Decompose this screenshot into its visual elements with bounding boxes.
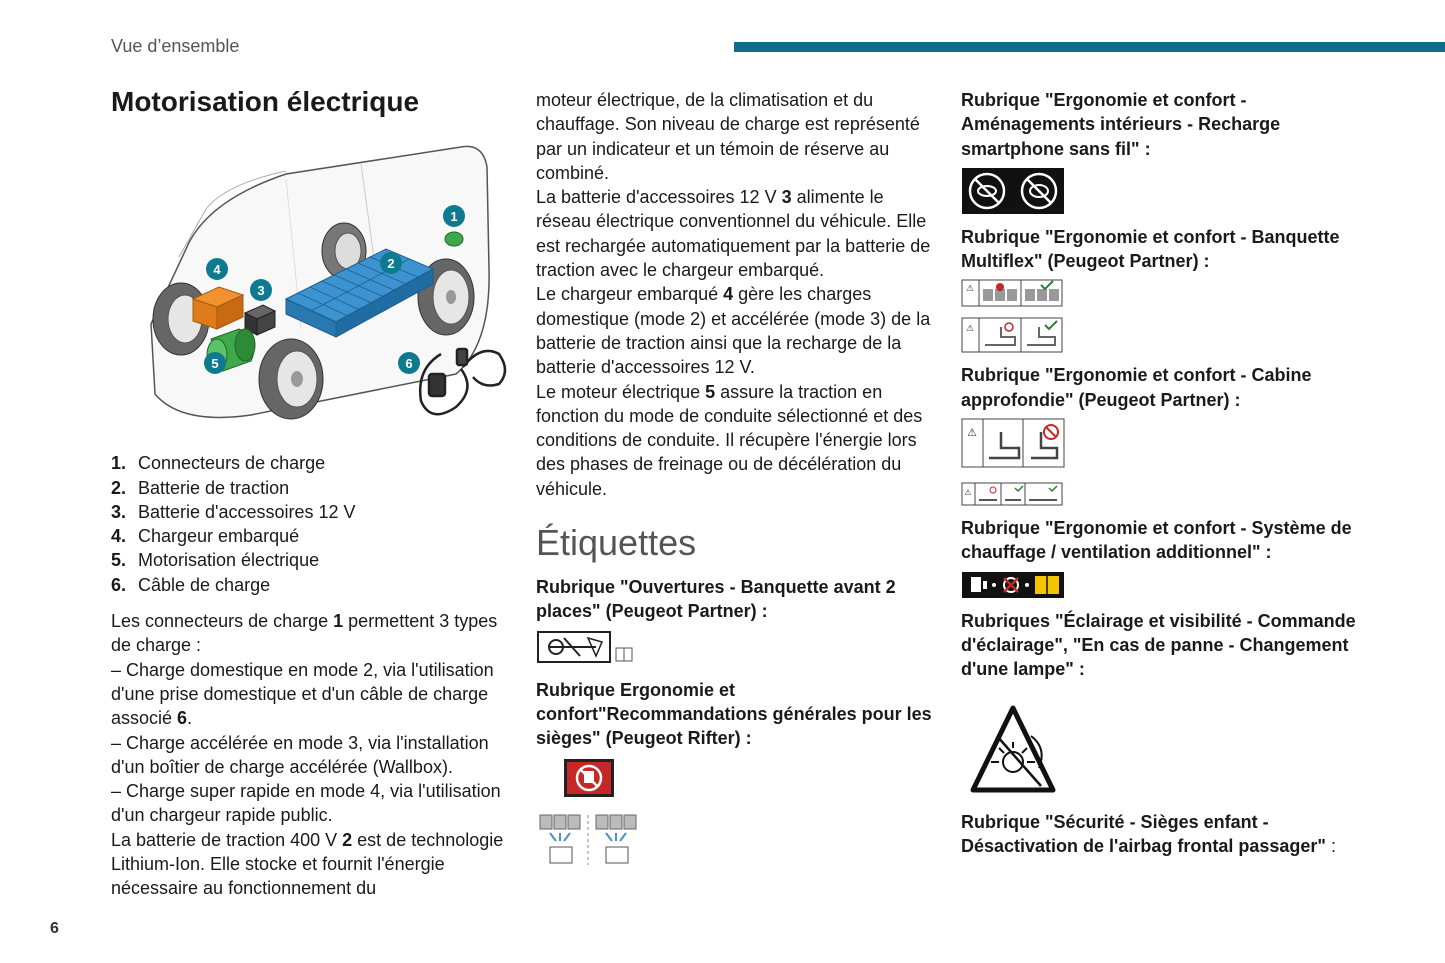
- rubric-lighting: Rubriques "Éclairage et visibilité - Commande d'éclairage", "En cas de panne - Changement d'une lampe" :: [961, 610, 1356, 680]
- rubric-front-bench: Rubrique "Ouvertures - Banquette avant 2 places" (Peugeot Partner) :: [536, 577, 896, 622]
- paragraph: moteur électrique, de la climatisation et du chauffage. Son niveau de charge est représenté par un indicateur et un témoin de réserve au combiné.: [536, 90, 920, 183]
- svg-text:⚠: ⚠: [967, 427, 977, 440]
- rubric-extended-cab: Rubrique "Ergonomie et confort - Cabine approfondie" (Peugeot Partner) :: [961, 365, 1312, 410]
- paragraph: Les connecteurs de charge 1 permettent 3 types de charge :: [111, 611, 498, 656]
- rubric-wireless-charging: Rubrique "Ergonomie et confort - Aménagements intérieurs - Recharge smartphone sans fil" :: [961, 90, 1281, 159]
- extended-cab-label-icon-2: [961, 482, 1065, 508]
- rubric-multiflex-bench: Rubrique "Ergonomie et confort - Banquette Multiflex" (Peugeot Partner) :: [961, 226, 1340, 272]
- lamp-warning-triangle-icon: [961, 690, 1081, 810]
- callout-2: 2: [387, 256, 395, 271]
- column-right: [961, 88, 1381, 858]
- seat-warning-icon: [562, 757, 622, 799]
- callout-1: 1: [450, 209, 458, 224]
- paragraph: – Charge domestique en mode 2, via l'utilisation d'une prise domestique et d'un câble de charge associé 6.: [111, 659, 494, 729]
- front-right-wheel: [259, 339, 323, 419]
- paragraph: La batterie de traction 400 V 2 est de technologie Lithium-Ion. Elle stocke et fournit l'énergie nécessaire au fonctionnement du: [111, 829, 504, 899]
- legend-item: 5. Motorisation électrique: [111, 550, 320, 571]
- seat-layout-diagram-icon: [536, 811, 646, 869]
- charging-connector: [445, 232, 463, 246]
- callout-3: 3: [257, 283, 265, 298]
- callout-5: 5: [211, 356, 219, 371]
- additional-heating-label-icon: [961, 571, 1067, 601]
- legend-item: 4. Chargeur embarqué: [111, 526, 300, 547]
- svg-text:⚠: ⚠: [964, 488, 972, 498]
- page-title: Motorisation électrique: [111, 86, 420, 117]
- paragraph: Le chargeur embarqué 4 gère les charges domestique (mode 2) et accélérée (mode 3) de la batterie de traction ainsi que la recharge de la batterie d'accessoires 12 V.: [536, 284, 931, 378]
- wireless-charging-label-icon: [961, 167, 1067, 217]
- multiflex-bench-label-icon-2: [961, 317, 1065, 355]
- rubric-airbag: Rubrique "Sécurité - Sièges enfant - Désactivation de l'airbag frontal passager" :: [961, 811, 1336, 856]
- paragraph: Le moteur électrique 5 assure la traction en fonction du mode de conduite sélectionné et des conditions de conduite. Il récupère l'énergie lors des phases de freinage ou de décélération du véhicule.: [536, 381, 923, 499]
- paragraph: – Charge accélérée en mode 3, via l'installation d'un boîtier de charge accélérée (Wallbox).: [111, 732, 489, 777]
- legend-item: 6. Câble de charge: [111, 574, 271, 595]
- multiflex-bench-label-icon-1: [961, 279, 1065, 309]
- paragraph: La batterie d'accessoires 12 V 3 alimente le réseau électrique conventionnel du véhicule. Elle est rechargée automatiquement par la batterie de traction avec le chargeur embarqué.: [536, 187, 931, 281]
- front-bench-label-icon: [536, 630, 636, 666]
- legend-item: 2. Batterie de traction: [111, 477, 290, 498]
- charging-cable: [420, 349, 505, 414]
- legend-list: [111, 451, 511, 597]
- legend-item: 1. Connecteurs de charge: [111, 453, 326, 474]
- column-left: [111, 88, 511, 901]
- rubric-seat-recommendations: Rubrique Ergonomie et confort"Recommandations générales pour les sièges" (Peugeot Rifter) :: [536, 679, 932, 749]
- callout-4: 4: [213, 262, 221, 277]
- labels-heading: Étiquettes: [536, 522, 697, 564]
- svg-text:⚠: ⚠: [965, 283, 975, 294]
- rubric-additional-heating: Rubrique "Ergonomie et confort - Système de chauffage / ventilation additionnel" :: [961, 518, 1352, 563]
- header-accent-bar: [734, 42, 1445, 52]
- extended-cab-label-icon-1: [961, 418, 1067, 470]
- svg-text:⚠: ⚠: [965, 323, 975, 334]
- callout-6: 6: [405, 356, 413, 371]
- legend-item: 3. Batterie d'accessoires 12 V: [111, 501, 356, 522]
- page-number: 6: [50, 920, 59, 937]
- paragraph: – Charge super rapide en mode 4, via l'utilisation d'un chargeur rapide public.: [111, 781, 501, 826]
- electric-vehicle-illustration: [111, 139, 511, 429]
- column-middle: [536, 88, 936, 869]
- section-label: Vue d’ensemble: [111, 36, 240, 56]
